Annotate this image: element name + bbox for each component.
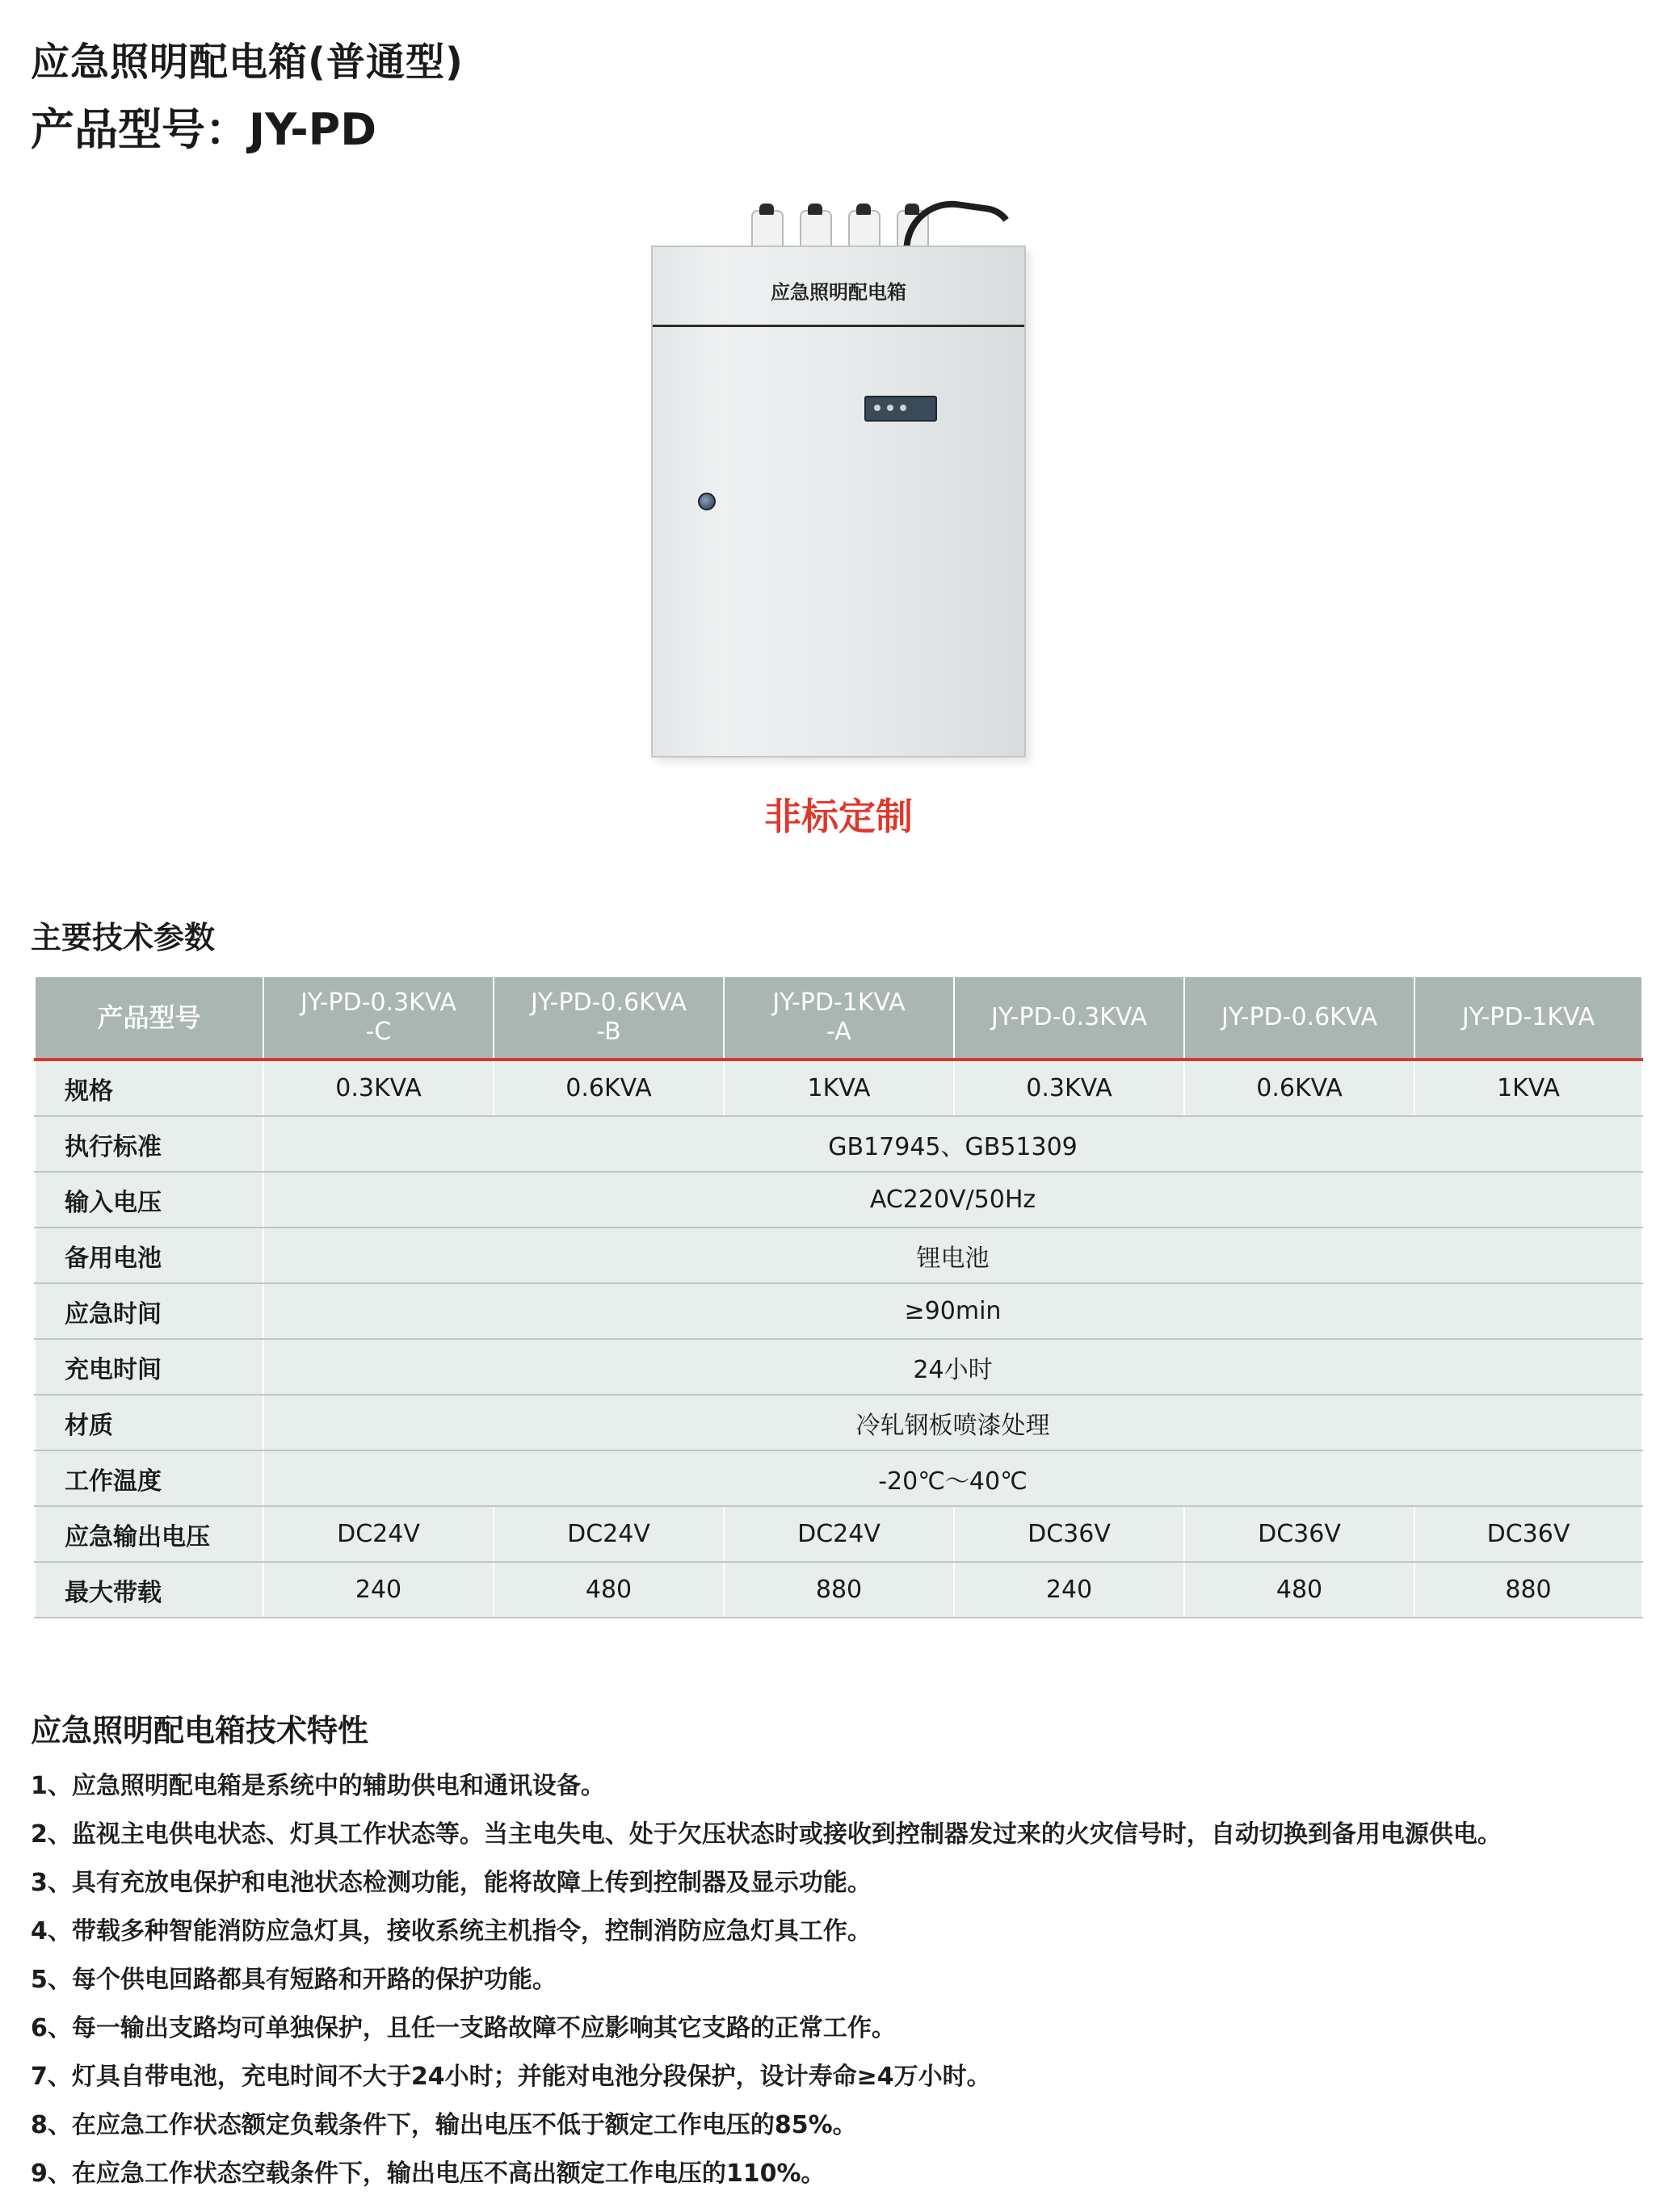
row-label: 应急时间 xyxy=(35,1283,263,1339)
table-row xyxy=(35,1450,1642,1506)
table-cell: DC24V xyxy=(494,1506,724,1562)
table-row xyxy=(35,1283,1642,1339)
list-item: 6、每一输出支路均可单独保护，且任一支路故障不应影响其它支路的正常工作。 xyxy=(31,2014,896,2042)
cable-gland-icon xyxy=(800,210,832,250)
table-row xyxy=(35,1116,1642,1172)
model-header-cell xyxy=(263,976,494,1060)
table-cell: 锂电池 xyxy=(263,1228,1642,1283)
row-label: 工作温度 xyxy=(35,1450,263,1506)
table-cell: 1KVA xyxy=(1414,1060,1642,1116)
row-label: 最大带载 xyxy=(35,1562,263,1618)
model-line1: JY-PD-0.6KVA xyxy=(531,988,687,1017)
table-cell: 1KVA xyxy=(724,1060,954,1116)
table-cell: 240 xyxy=(263,1562,494,1618)
row-label: 应急输出电压 xyxy=(35,1506,263,1562)
table-cell: 0.3KVA xyxy=(954,1060,1184,1116)
table-cell: DC24V xyxy=(263,1506,494,1562)
list-item: 2、监视主电供电状态、灯具工作状态等。当主电失电、处于欠压状态时或接收到控制器发过来的火灾信号时，自动切换到备用电源供电。 xyxy=(31,1820,1502,1849)
features-section-title: 应急照明配电箱技术特性 xyxy=(31,1713,369,1748)
table-cell: 480 xyxy=(494,1562,724,1618)
table-cell: AC220V/50Hz xyxy=(263,1172,1642,1228)
model-line2: -C xyxy=(365,1018,392,1046)
model-header-cell: JY-PD-0.6KVA xyxy=(1184,976,1414,1060)
row-label: 规格 xyxy=(35,1060,263,1116)
row-label: 输入电压 xyxy=(35,1172,263,1228)
table-cell: 0.6KVA xyxy=(494,1060,724,1116)
table-cell: GB17945、GB51309 xyxy=(263,1116,1642,1172)
table-cell: DC24V xyxy=(724,1506,954,1562)
cable-gland-icon xyxy=(751,210,784,250)
cabinet-label: 应急照明配电箱 xyxy=(771,281,906,304)
cable-gland-icon xyxy=(848,210,881,250)
product-model-heading: 产品型号：JY-PD xyxy=(31,104,377,155)
row-label: 充电时间 xyxy=(35,1339,263,1395)
row-label: 备用电池 xyxy=(35,1228,263,1283)
table-row xyxy=(35,1395,1642,1450)
table-cell: 0.6KVA xyxy=(1184,1060,1414,1116)
table-cell: 880 xyxy=(1414,1562,1642,1618)
list-item: 7、灯具自带电池，充电时间不大于24小时；并能对电池分段保护，设计寿命≥4万小时。 xyxy=(31,2063,991,2091)
table-cell: 880 xyxy=(724,1562,954,1618)
spec-table xyxy=(34,976,1643,1618)
table-cell: DC36V xyxy=(1184,1506,1414,1562)
table-cell: 冷轧钢板喷漆处理 xyxy=(263,1395,1642,1450)
table-row xyxy=(35,1506,1642,1562)
spec-section-title: 主要技术参数 xyxy=(31,920,216,955)
model-line2: -B xyxy=(596,1018,621,1046)
model-header-cell xyxy=(494,976,724,1060)
table-cell: 480 xyxy=(1184,1562,1414,1618)
model-header-cell xyxy=(724,976,954,1060)
product-illustration xyxy=(630,210,1050,767)
indicator-panel-icon xyxy=(864,396,937,422)
table-cell: ≥90min xyxy=(263,1283,1642,1339)
list-item: 9、在应急工作状态空载条件下，输出电压不高出额定工作电压的110%。 xyxy=(31,2160,826,2188)
row-label: 材质 xyxy=(35,1395,263,1450)
door-lock-icon xyxy=(698,493,716,510)
model-header-cell: JY-PD-0.3KVA xyxy=(954,976,1184,1060)
model-line2: -A xyxy=(826,1018,851,1046)
led-icon xyxy=(887,405,893,411)
list-item: 8、在应急工作状态额定负载条件下，输出电压不低于额定工作电压的85%。 xyxy=(31,2111,857,2139)
model-line1: JY-PD-0.3KVA xyxy=(301,988,456,1017)
table-row xyxy=(35,1172,1642,1228)
table-cell: DC36V xyxy=(1414,1506,1642,1562)
table-row xyxy=(35,1060,1642,1116)
list-item: 5、每个供电回路都具有短路和开路的保护功能。 xyxy=(31,1966,557,1994)
list-item: 4、带载多种智能消防应急灯具，接收系统主机指令，控制消防应急灯具工作。 xyxy=(31,1917,872,1945)
led-icon xyxy=(900,405,906,411)
features-list xyxy=(31,1762,1502,2198)
table-cell: DC36V xyxy=(954,1506,1184,1562)
header-corner-cell: 产品型号 xyxy=(35,976,263,1060)
custom-note: 非标定制 xyxy=(764,795,913,838)
row-label: 执行标准 xyxy=(35,1116,263,1172)
list-item: 3、具有充放电保护和电池状态检测功能，能将故障上传到控制器及显示功能。 xyxy=(31,1869,872,1897)
table-cell: 0.3KVA xyxy=(263,1060,494,1116)
distribution-box-cabinet xyxy=(651,246,1026,758)
led-icon xyxy=(874,405,881,411)
table-cell: 240 xyxy=(954,1562,1184,1618)
cabinet-top-panel xyxy=(653,247,1024,327)
table-row xyxy=(35,1228,1642,1283)
table-cell: 24小时 xyxy=(263,1339,1642,1395)
list-item: 1、应急照明配电箱是系统中的辅助供电和通讯设备。 xyxy=(31,1772,605,1800)
model-line1: JY-PD-1KVA xyxy=(772,988,906,1017)
table-row xyxy=(35,1562,1642,1618)
model-header-cell: JY-PD-1KVA xyxy=(1414,976,1642,1060)
table-cell: -20℃～40℃ xyxy=(263,1450,1642,1506)
page-title: 应急照明配电箱(普通型) xyxy=(31,40,464,85)
table-row xyxy=(35,1339,1642,1395)
table-header-row xyxy=(35,976,1642,1060)
